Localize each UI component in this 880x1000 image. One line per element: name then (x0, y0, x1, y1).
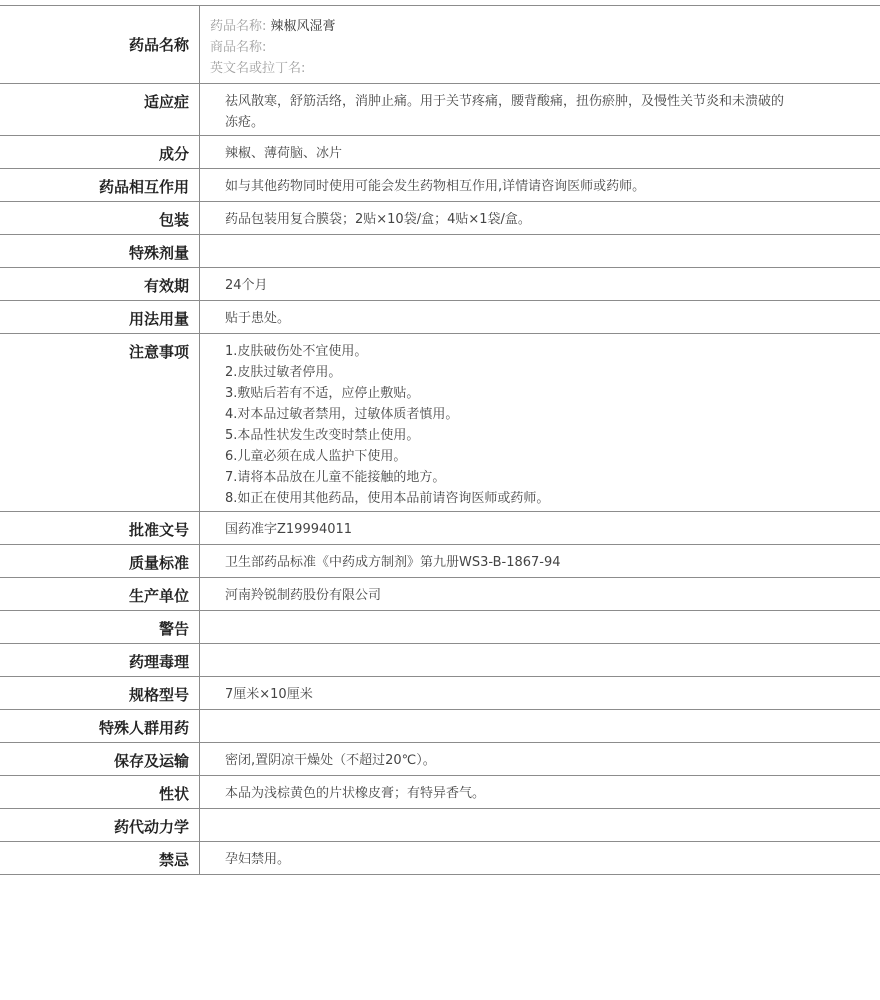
row-label: 特殊剂量 (0, 235, 200, 267)
row-label: 药品相互作用 (0, 169, 200, 201)
row-label: 质量标准 (0, 545, 200, 577)
row-label: 批准文号 (0, 512, 200, 544)
trade-name-line (210, 37, 880, 58)
row-label: 药理毒理 (0, 644, 200, 676)
trade-name-label: 商品名称: (210, 40, 267, 55)
row-value: 卫生部药品标准《中药成方制剂》第九册WS3-B-1867-94 (225, 555, 561, 570)
row-label: 性状 (0, 776, 200, 808)
list-item: 3.敷贴后若有不适，应停止敷贴。 (225, 386, 420, 401)
row-value: 本品为浅棕黄色的片状橡皮膏；有特异香气。 (225, 786, 486, 801)
english-name-line (210, 58, 880, 79)
row-label: 药代动力学 (0, 809, 200, 841)
row-specification (0, 677, 880, 710)
row-manufacturer (0, 578, 880, 611)
indications-text: 祛风散寒，舒筋活络，消肿止痛。用于关节疼痛，腰背酸痛，扭伤瘀肿，及慢性关节炎和未溃破的冻疮。 (225, 94, 785, 130)
row-contraindications (0, 842, 880, 875)
row-label: 成分 (0, 136, 200, 168)
row-precautions (0, 334, 880, 512)
list-item: 2.皮肤过敏者停用。 (225, 365, 342, 380)
row-label: 用法用量 (0, 301, 200, 333)
generic-name-value: 辣椒风湿膏 (270, 19, 336, 34)
list-item: 7.请将本品放在儿童不能接触的地方。 (225, 470, 446, 485)
row-special-dosage (0, 235, 880, 268)
row-special-population (0, 710, 880, 743)
row-value (200, 235, 880, 267)
row-value: 贴于患处。 (225, 311, 291, 326)
row-label: 包装 (0, 202, 200, 234)
drug-names-block (200, 6, 880, 83)
row-value: 24个月 (225, 278, 268, 293)
list-item: 1.皮肤破伤处不宜使用。 (225, 344, 368, 359)
list-item: 4.对本品过敏者禁用，过敏体质者慎用。 (225, 407, 459, 422)
list-item: 6.儿童必须在成人监护下使用。 (225, 449, 407, 464)
row-value: 密闭,置阴凉干燥处（不超过20℃）。 (225, 753, 436, 768)
row-value: 国药准字Z19994011 (225, 522, 353, 537)
row-value (200, 644, 880, 676)
row-label: 规格型号 (0, 677, 200, 709)
row-value (200, 611, 880, 643)
row-value: 辣椒、薄荷脑、冰片 (225, 146, 343, 161)
row-label: 保存及运输 (0, 743, 200, 775)
generic-name-label: 药品名称: (210, 19, 267, 34)
row-toxicology (0, 644, 880, 677)
drug-spec-table (0, 5, 880, 875)
list-item: 8.如正在使用其他药品，使用本品前请咨询医师或药师。 (225, 491, 550, 506)
row-label: 特殊人群用药 (0, 710, 200, 742)
row-standard (0, 545, 880, 578)
precautions-list (200, 334, 880, 511)
row-label: 注意事项 (0, 334, 200, 511)
row-value: 药品包装用复合膜袋；2贴×10袋/盒；4贴×1袋/盒。 (225, 212, 531, 227)
row-appearance (0, 776, 880, 809)
row-label: 禁忌 (0, 842, 200, 874)
english-name-label: 英文名或拉丁名: (210, 61, 306, 76)
row-label: 警告 (0, 611, 200, 643)
row-interactions (0, 169, 880, 202)
row-value: 孕妇禁用。 (225, 852, 291, 867)
row-packaging (0, 202, 880, 235)
row-value (200, 809, 880, 841)
row-validity (0, 268, 880, 301)
row-value: 如与其他药物同时使用可能会发生药物相互作用,详情请咨询医师或药师。 (225, 179, 646, 194)
row-label: 生产单位 (0, 578, 200, 610)
row-indications (0, 84, 880, 136)
row-label: 有效期 (0, 268, 200, 300)
row-ingredients (0, 136, 880, 169)
row-usage (0, 301, 880, 334)
row-value (200, 84, 880, 135)
generic-name-line (210, 16, 880, 37)
row-storage (0, 743, 880, 776)
row-drug-name (0, 6, 880, 84)
row-value: 7厘米×10厘米 (225, 687, 313, 702)
row-value: 河南羚锐制药股份有限公司 (225, 588, 382, 603)
row-pharmacokinetics (0, 809, 880, 842)
row-value (200, 710, 880, 742)
row-label: 药品名称 (0, 6, 200, 83)
row-label: 适应症 (0, 84, 200, 135)
row-warning (0, 611, 880, 644)
row-approval (0, 512, 880, 545)
list-item: 5.本品性状发生改变时禁止使用。 (225, 428, 420, 443)
